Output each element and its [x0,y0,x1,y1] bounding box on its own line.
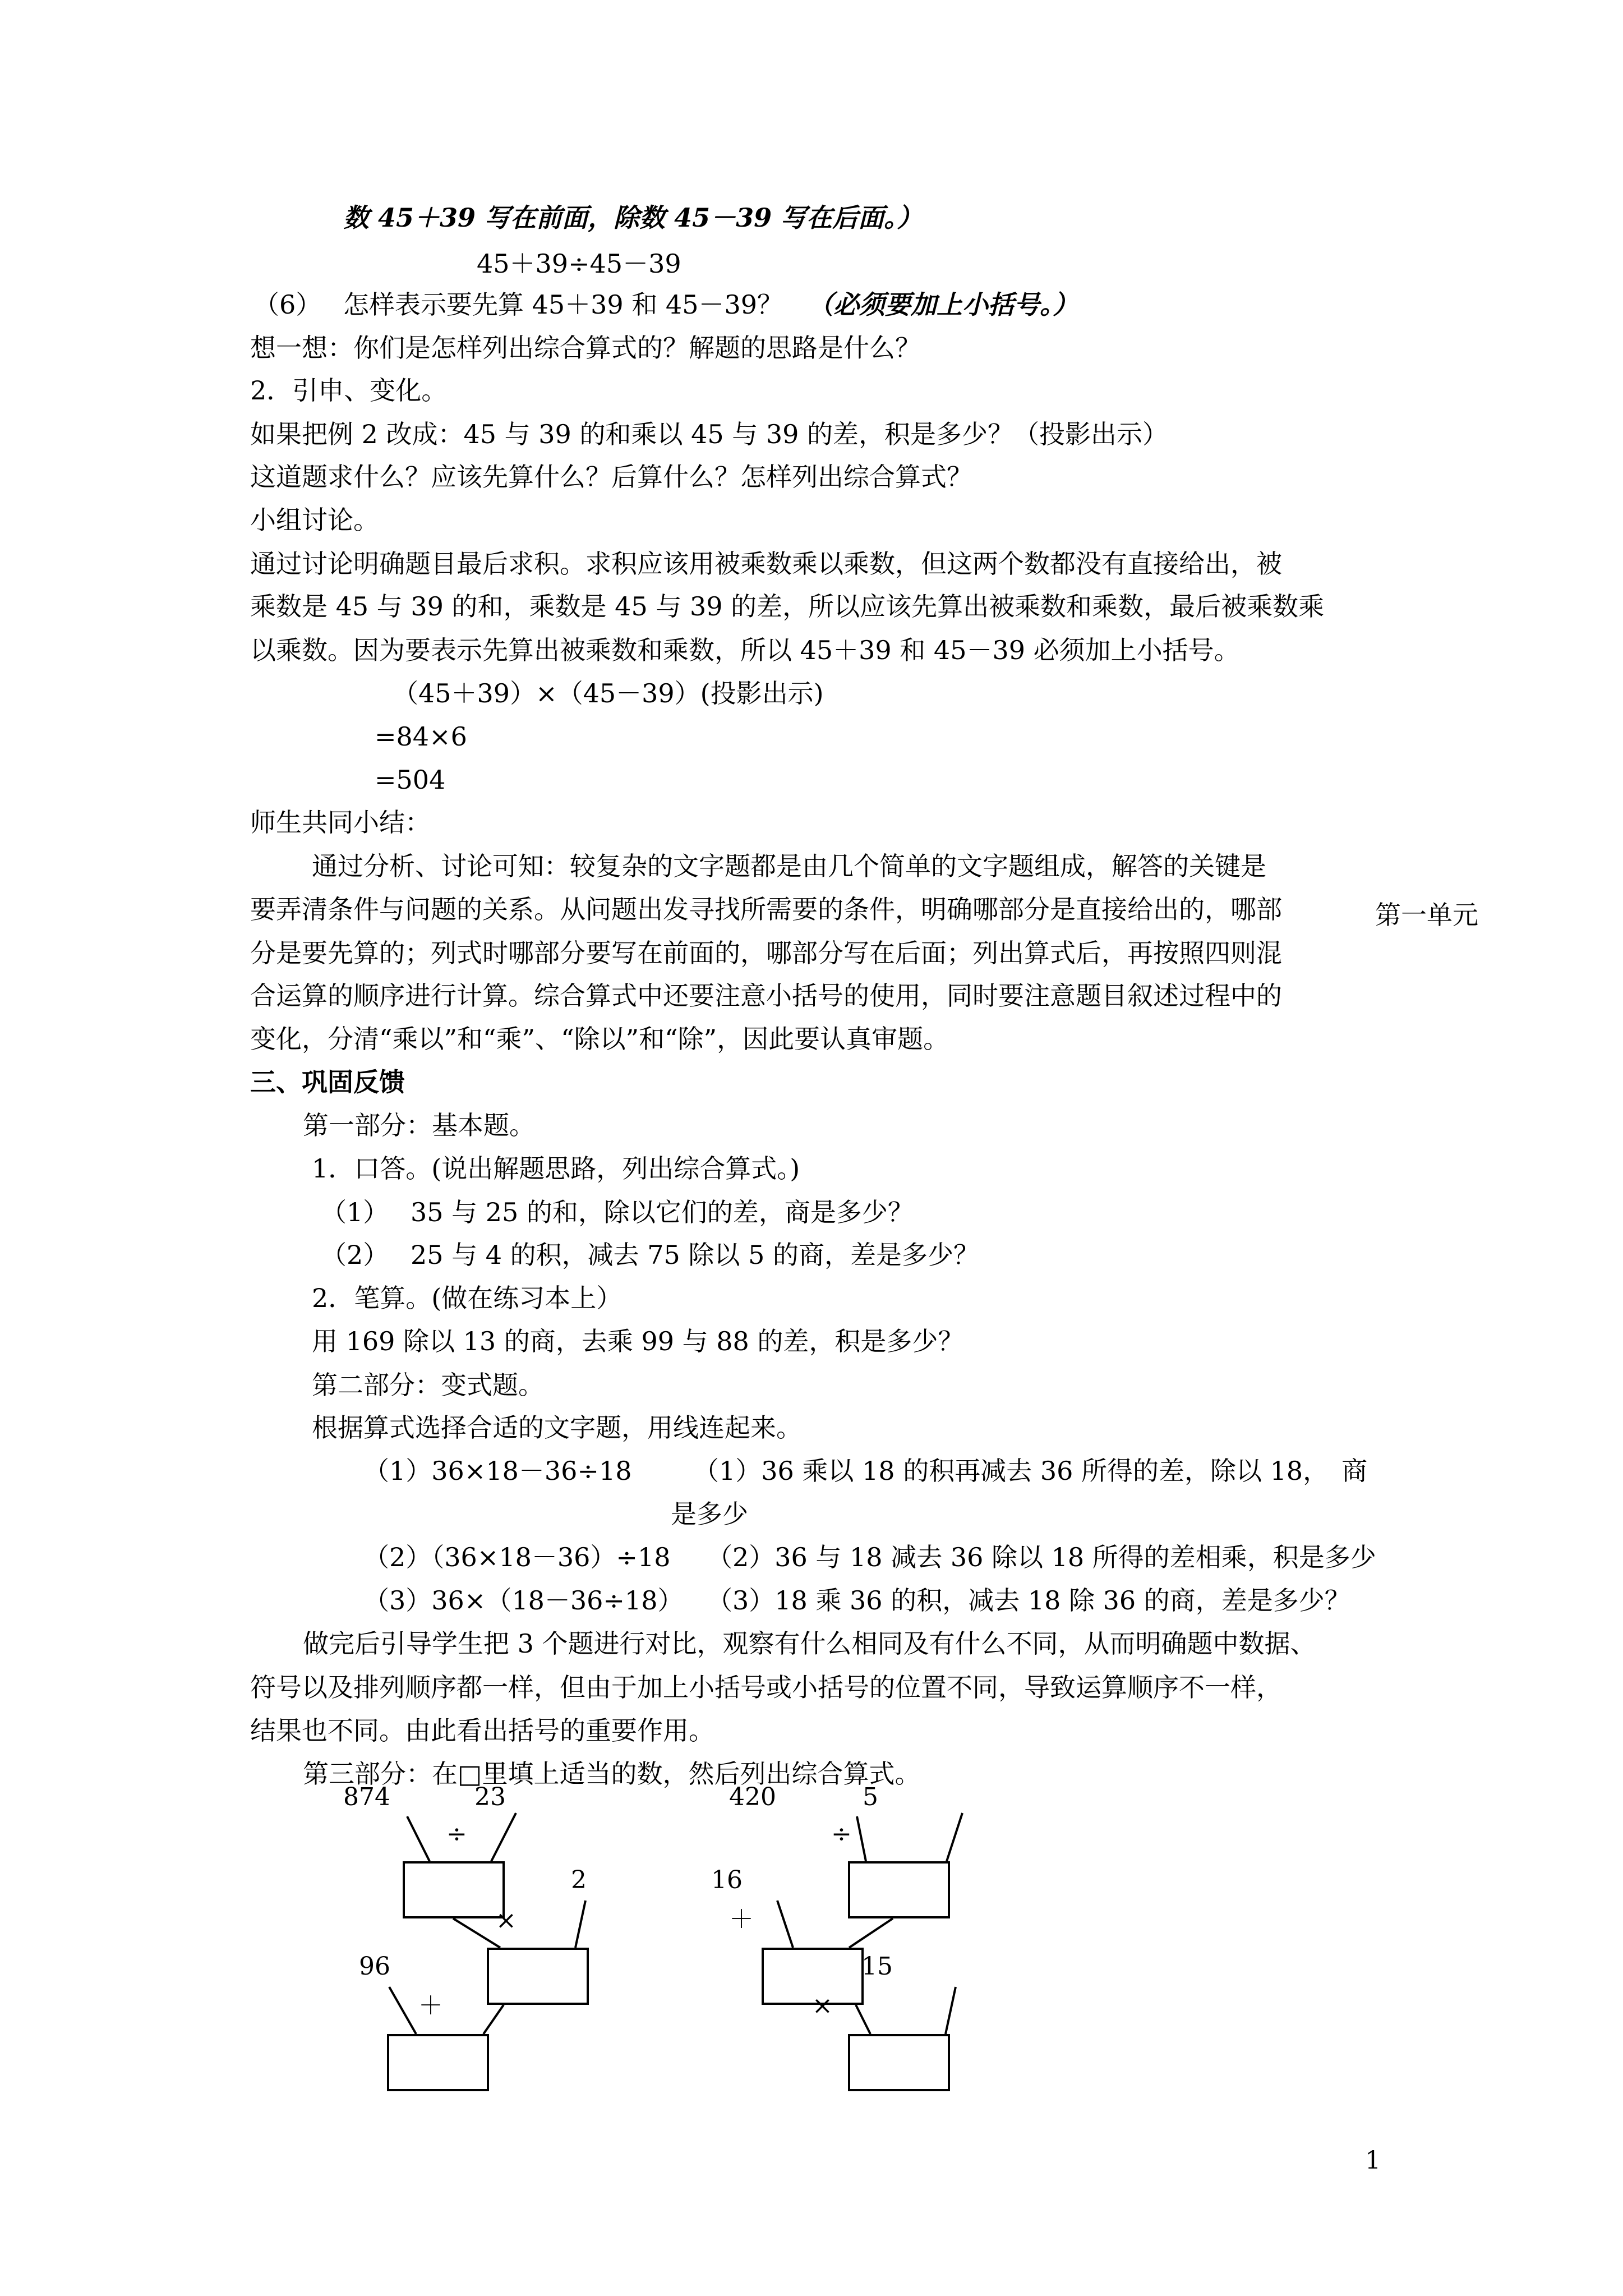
word-problem-option: （1）36 乘以 18 的积再减去 36 所得的差，除以 18， 商 [693,1456,1368,1486]
diagram-number: 23 [474,1783,506,1811]
text-line: 用 169 除以 13 的商，去乘 99 与 88 的差，积是多少？ [312,1326,964,1356]
answer-box[interactable] [404,1862,504,1917]
operator-symbol: ＋ [729,1905,754,1934]
text-line: 第三部分：在□里填上适当的数，然后列出综合算式。 [303,1759,921,1789]
text-line: 要弄清条件与问题的关系。从问题出发寻找所需要的条件，明确哪部分是直接给出的，哪部 [250,894,1282,924]
text-line: 怎样表示要先算 45＋39 和 45－39？ [343,289,783,320]
answer-box[interactable] [849,1862,949,1917]
operator-symbol: ÷ [831,1820,852,1848]
text-line: 数 45＋39 写在前面，除数 45－39 写在后面。） [343,203,923,233]
text-line: 2．笔算。(做在练习本上） [312,1283,623,1313]
diagram-number: 16 [711,1866,743,1894]
text-line: 变化，分清“乘以”和“乘”、“除以”和“除”，因此要认真审题。 [250,1024,949,1054]
diagram-number: 874 [343,1783,390,1811]
text-line: 符号以及排列顺序都一样，但由于加上小括号或小括号的位置不同，导致运算顺序不一样， [250,1672,1282,1703]
diagram-number: 96 [359,1952,390,1981]
diagram-right [763,1813,962,2090]
text-line: 分是要先算的；列式时哪部分要写在前面的，哪部分写在后面；列出算式后，再按照四则混 [250,938,1282,968]
item-number: （6） [253,289,322,320]
text-line: 师生共同小结： [250,807,431,838]
text-line: 如果把例 2 改成：45 与 39 的和乘以 45 与 39 的差，积是多少？（投影出示） [250,419,1168,449]
operator-symbol: × [812,1991,833,2020]
text-line: 小组讨论。 [250,505,379,535]
section-heading: 2．引申、变化。 [250,375,448,406]
text-line: 通过讨论明确题目最后求积。求积应该用被乘数乘以乘数，但这两个数都没有直接给出，被 [250,549,1282,579]
operator-symbol: × [496,1906,517,1935]
text-line: 乘数是 45 与 39 的和，乘数是 45 与 39 的差，所以应该先算出被乘数和乘数，最后被乘数乘 [250,591,1325,622]
word-problem-option: 是多少 [671,1499,748,1529]
text-line: 想一想：你们是怎样列出综合算式的？解题的思路是什么？ [250,333,921,363]
diagram-number: 15 [861,1952,893,1981]
section-heading: 三、巩固反馈 [250,1067,405,1097]
formula-line: =504 [375,765,446,795]
operator-symbol: ÷ [446,1820,467,1848]
text-line: 35 与 25 的和，除以它们的差，商是多少？ [411,1197,914,1227]
diagram-number: 5 [863,1783,878,1811]
answer-box[interactable] [488,1949,588,2004]
text-line: 合运算的顺序进行计算。综合算式中还要注意小括号的使用，同时要注意题目叙述过程中的 [250,981,1282,1011]
page-number: 1 [1365,2146,1381,2175]
margin-note: 第一单元 [1375,900,1478,930]
text-line: 做完后引导学生把 3 个题进行对比，观察有什么相同及有什么不同，从而明确题中数据、 [303,1628,1316,1659]
text-line-emphasis: （必须要加上小括号。） [808,289,1078,320]
text-line: 第一部分：基本题。 [303,1110,535,1140]
word-problem-option: （3）18 乘 36 的积，减去 18 除 36 的商，差是多少？ [707,1585,1350,1616]
word-problem-option: （2）36 与 18 减去 36 除以 18 所得的差相乘，积是多少 [707,1542,1376,1572]
formula-line: =84×6 [375,721,467,752]
item-number: （2） [321,1240,389,1270]
text-line: 通过分析、讨论可知：较复杂的文字题都是由几个简单的文字题组成，解答的关键是 [312,851,1266,881]
formula-line: （45＋39）×（45－39）(投影出示) [393,678,824,708]
text-line: 结果也不同。由此看出括号的重要作用。 [250,1715,714,1746]
diagram-number: 2 [571,1866,587,1894]
operator-symbol: ＋ [418,1991,443,2020]
text-line: 这道题求什么？应该先算什么？后算什么？怎样列出综合算式？ [250,462,972,492]
text-line: 以乘数。因为要表示先算出被乘数和乘数，所以 45＋39 和 45－39 必须加上小括号。 [250,635,1240,665]
expression-option: （1）36×18－36÷18 [363,1456,632,1486]
expression-option: （3）36×（18－36÷18） [363,1585,684,1616]
answer-box[interactable] [849,2035,949,2090]
diagram-left [388,1813,588,2090]
formula-line: 45＋39÷45－39 [477,249,681,279]
text-line: 第二部分：变式题。 [312,1370,544,1400]
expression-option: （2）（36×18－36）÷18 [363,1542,671,1572]
diagram-number: 420 [729,1783,776,1811]
text-line: 1．口答。(说出解题思路，列出综合算式。) [312,1153,800,1184]
text-line: 根据算式选择合适的文字题，用线连起来。 [312,1412,802,1443]
answer-box[interactable] [388,2035,488,2090]
text-line: 25 与 4 的积，减去 75 除以 5 的商，差是多少？ [411,1240,979,1270]
item-number: （1） [321,1197,389,1227]
